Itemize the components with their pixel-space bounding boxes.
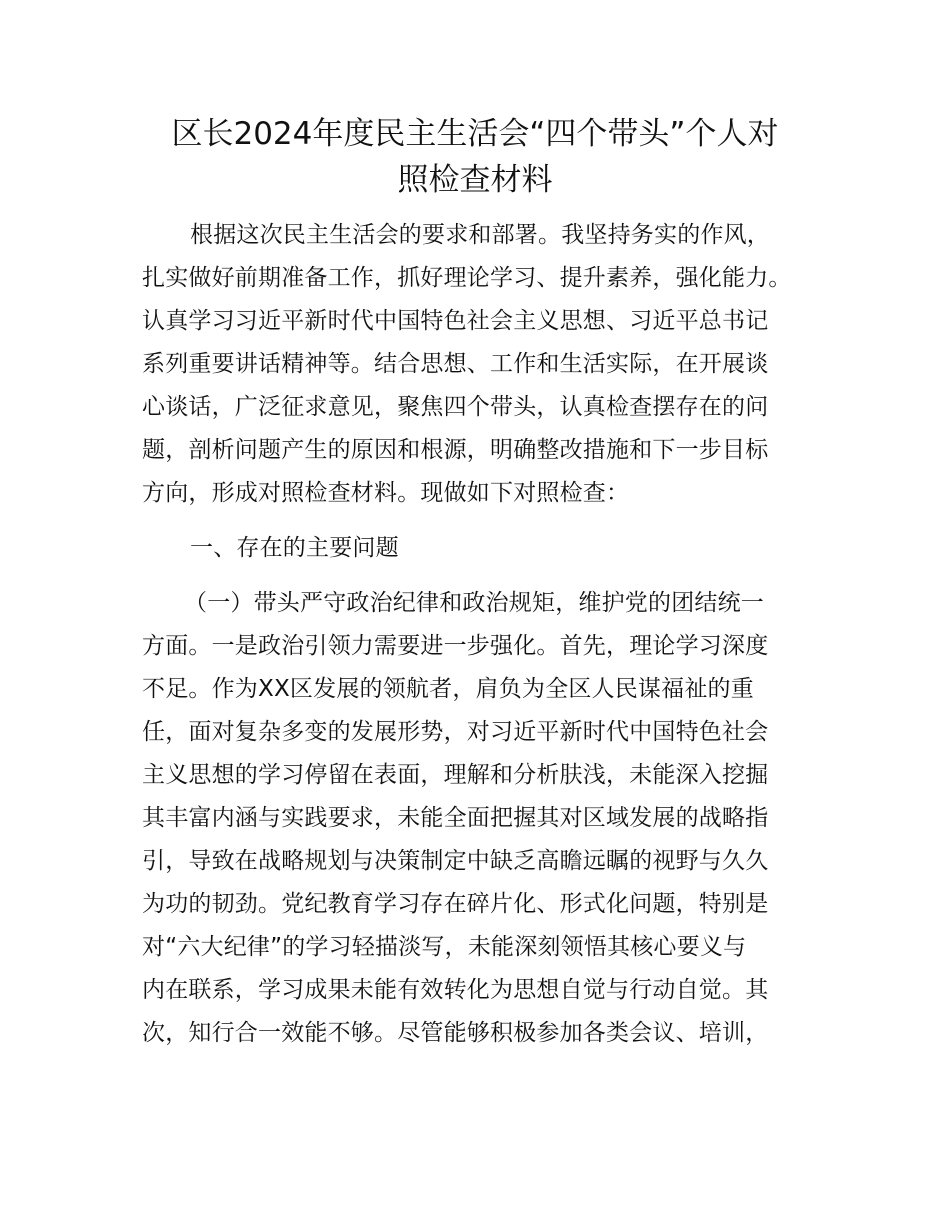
paragraph-line: 对“六大纪律”的学习轻描淡写，未能深刻领悟其核心要义与 [142, 934, 747, 960]
paragraph-line: 根据这次民主生活会的要求和部署。我坚持务实的作风， [190, 222, 770, 248]
paragraph-line: 其丰富内涵与实践要求，未能全面把握其对区域发展的战略指 [142, 805, 769, 831]
paragraph-line: 扎实做好前期准备工作，抓好理论学习、提升素养，强化能力。 [142, 265, 792, 291]
paragraph-line: 系列重要讲话精神等。结合思想、工作和生活实际，在开展谈 [142, 351, 769, 377]
paragraph-line: 主义思想的学习停留在表面，理解和分析肤浅，未能深入挖掘 [142, 762, 769, 788]
paragraph-line: 引，导致在战略规划与决策制定中缺乏高瞻远瞩的视野与久久 [142, 848, 769, 874]
section-heading: 一、存在的主要问题 [190, 535, 399, 561]
paragraph-line: （一）带头严守政治纪律和政治规矩，维护党的团结统一 [184, 590, 764, 616]
document-title-line-2: 照检查材料 [397, 162, 553, 198]
paragraph-line: 题，剖析问题产生的原因和根源，明确整改措施和下一步目标 [142, 437, 769, 463]
paragraph-line: 认真学习习近平新时代中国特色社会主义思想、习近平总书记 [142, 308, 769, 334]
paragraph-line: 不足。作为XX区发展的领航者，肩负为全区人民谋福祉的重 [142, 676, 754, 702]
paragraph-line: 心谈话，广泛征求意见，聚焦四个带头，认真检查摆存在的问 [142, 394, 769, 420]
paragraph-line: 任，面对复杂多变的发展形势，对习近平新时代中国特色社会 [142, 719, 769, 745]
document-title-line-1: 区长2024年度民主生活会“四个带头”个人对 [171, 116, 779, 152]
paragraph-line: 方面。一是政治引领力需要进一步强化。首先，理论学习深度 [142, 633, 769, 659]
paragraph-line: 方向，形成对照检查材料。现做如下对照检查： [142, 480, 630, 506]
paragraph-line: 内在联系，学习成果未能有效转化为思想自觉与行动自觉。其 [142, 977, 769, 1003]
paragraph-line: 次，知行合一效能不够。尽管能够积极参加各类会议、培训， [142, 1020, 769, 1046]
paragraph-line: 为功的韧劲。党纪教育学习存在碎片化、形式化问题，特别是 [142, 891, 769, 917]
